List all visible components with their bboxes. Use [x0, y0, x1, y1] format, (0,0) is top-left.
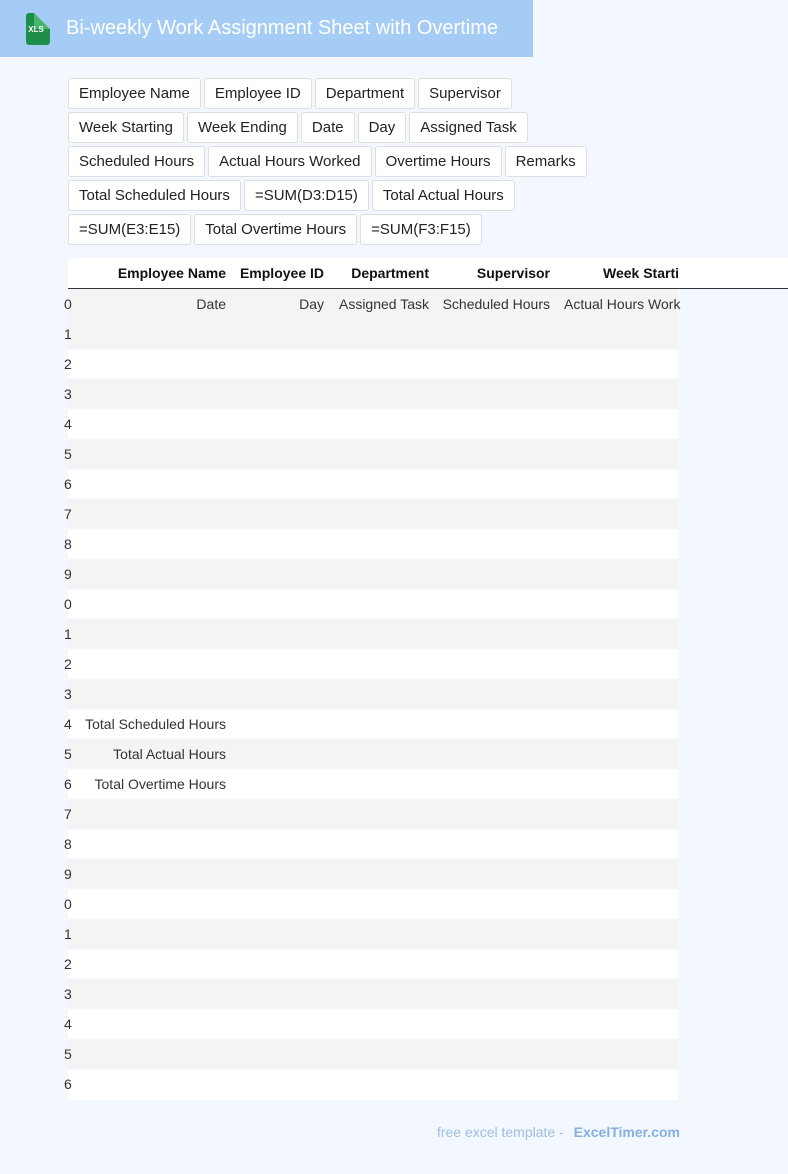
row-number: 0 [64, 596, 72, 612]
table-row [64, 589, 678, 619]
row-number: 8 [64, 836, 72, 852]
field-tag[interactable]: Remarks [505, 146, 587, 177]
table-row [64, 889, 678, 919]
table-row [64, 919, 678, 949]
footer [437, 1124, 680, 1140]
spreadsheet-preview [64, 258, 681, 1100]
table-cell[interactable]: Scheduled Hours [442, 296, 550, 312]
field-tag[interactable]: =SUM(E3:E15) [68, 214, 191, 245]
table-cell[interactable]: Actual Hours Work [564, 296, 681, 312]
table-cell[interactable]: Total Scheduled Hours [85, 716, 226, 732]
row-number: 9 [64, 866, 72, 882]
table-row [64, 559, 678, 589]
table-row [64, 709, 678, 739]
row-number: 3 [64, 686, 72, 702]
row-number: 1 [64, 326, 72, 342]
table-row [64, 1009, 678, 1039]
table-row [64, 289, 681, 319]
table-row [64, 1069, 678, 1099]
row-number: 4 [64, 716, 72, 732]
row-number: 1 [64, 626, 72, 642]
column-header: Department [351, 265, 429, 281]
column-header: Employee ID [239, 265, 324, 281]
field-tag[interactable]: Actual Hours Worked [208, 146, 371, 177]
row-number: 6 [64, 776, 72, 792]
field-tag[interactable]: Total Actual Hours [372, 180, 515, 211]
field-tag[interactable]: Day [358, 112, 407, 143]
column-header: Supervisor [476, 265, 550, 281]
row-number: 5 [64, 1046, 72, 1062]
table-row [64, 469, 678, 499]
field-tag[interactable]: Date [301, 112, 355, 143]
row-number: 2 [64, 956, 72, 972]
table-cell[interactable]: Total Overtime Hours [94, 776, 226, 792]
row-number: 1 [64, 926, 72, 942]
sheet-rows [64, 289, 681, 1099]
field-tag[interactable]: Employee ID [204, 78, 312, 109]
row-number: 3 [64, 386, 72, 402]
field-tag[interactable]: Total Scheduled Hours [68, 180, 241, 211]
table-cell[interactable]: Total Actual Hours [113, 746, 226, 762]
row-number: 6 [64, 1076, 72, 1092]
row-number: 5 [64, 746, 72, 762]
page-title: Bi-weekly Work Assignment Sheet with Overtime [66, 17, 499, 39]
field-tag-list [68, 78, 628, 248]
row-number: 7 [64, 806, 72, 822]
row-number: 4 [64, 416, 72, 432]
row-number: 9 [64, 566, 72, 582]
row-number: 4 [64, 1016, 72, 1032]
table-row [64, 319, 678, 349]
table-row [64, 769, 678, 799]
field-tag[interactable]: Overtime Hours [375, 146, 502, 177]
field-tag[interactable]: Department [315, 78, 415, 109]
table-row [64, 859, 678, 889]
row-number: 0 [64, 896, 72, 912]
table-row [64, 379, 678, 409]
table-row [64, 799, 678, 829]
table-row [64, 439, 678, 469]
field-tag[interactable]: Week Ending [187, 112, 298, 143]
table-row [64, 679, 678, 709]
table-row [64, 409, 678, 439]
row-number: 2 [64, 356, 72, 372]
footer-text: free excel template - [436, 1124, 564, 1140]
row-number: 8 [64, 536, 72, 552]
table-row [64, 499, 678, 529]
row-number: 7 [64, 506, 72, 522]
table-row [64, 1039, 678, 1069]
field-tag[interactable]: Supervisor [418, 78, 512, 109]
row-number: 0 [64, 296, 72, 312]
field-tag[interactable]: Employee Name [68, 78, 201, 109]
title-banner [0, 0, 533, 57]
field-tag[interactable]: Assigned Task [409, 112, 527, 143]
field-tag[interactable]: Total Overtime Hours [194, 214, 357, 245]
column-header: Employee Name [117, 265, 226, 281]
table-cell[interactable]: Assigned Task [338, 296, 429, 312]
table-cell[interactable]: Date [196, 296, 226, 312]
row-number: 6 [64, 476, 72, 492]
table-row [64, 979, 678, 1009]
table-row [64, 739, 678, 769]
sheet-header-row [68, 258, 788, 289]
table-row [64, 619, 678, 649]
row-number: 2 [64, 656, 72, 672]
field-tag[interactable]: =SUM(D3:D15) [244, 180, 369, 211]
row-number: 5 [64, 446, 72, 462]
table-row [64, 649, 678, 679]
row-number: 3 [64, 986, 72, 1002]
table-row [64, 949, 678, 979]
footer-brand-link[interactable]: ExcelTimer.com [573, 1124, 680, 1140]
table-row [64, 529, 678, 559]
table-cell[interactable]: Day [299, 296, 324, 312]
table-row [64, 829, 678, 859]
field-tag[interactable]: Scheduled Hours [68, 146, 205, 177]
column-header: Week Starti [603, 265, 679, 281]
table-row [64, 349, 678, 379]
field-tag[interactable]: =SUM(F3:F15) [360, 214, 482, 245]
field-tag[interactable]: Week Starting [68, 112, 184, 143]
xls-file-icon: XLS [22, 13, 50, 45]
